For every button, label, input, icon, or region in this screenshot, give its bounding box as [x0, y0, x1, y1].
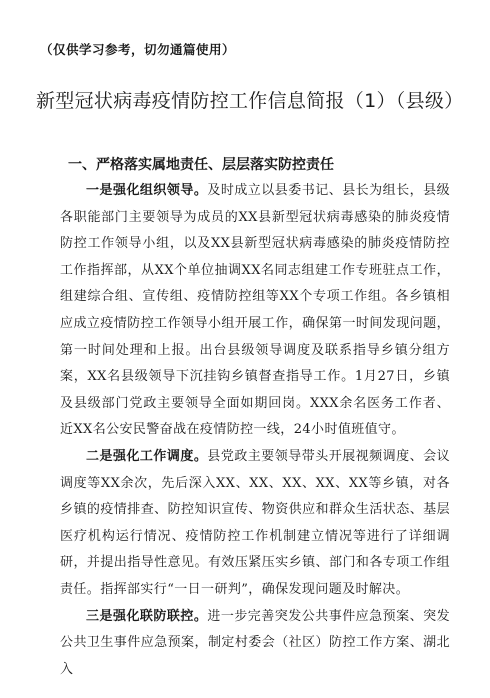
paragraph — [60, 604, 450, 684]
document-title: 新型冠状病毒疫情防控工作信息简报（1）（县级） — [36, 90, 464, 112]
paragraph-text: 县党政主要领导带头开展视频调度、会议调度等XX余次，先后深入XX、XX、XX、XX、XX等乡镇，对各乡镇的疫情排查、防控知识宣传、物资供应和群众生活状态、基层医疗机构运行情况、疫情防控工作机制建立情况等进行了详细调研，并提出指导性意见。有效压紧压实乡镇、部门和各专项工作组责任。指挥部实行“一日一研判”，确保发现问题及时解决。 — [60, 448, 450, 597]
paragraph-text: 进一步完善突发公共事件应急预案、突发公共卫生事件应急预案，制定村委会（社区）防控工作方案、湖北入 — [60, 608, 450, 677]
paragraph-text: 及时成立以县委书记、县长为组长，县级各职能部门主要领导为成员的XX县新型冠状病毒感染的肺炎疫情防控工作领导小组，以及XX县新型冠状病毒感染的肺炎疫情防控工作指挥部，从XX个单位抽调XX名同志组建工作专班驻点工作，组建综合组、宣传组、疫情防控组等XX个专项工作组。各乡镇相应成立疫情防控工作领导小组开展工作，确保第一时间发现问题，第一时间处理和上报。出台县级领导调度及联系指导乡镇分组方案，XX名县级领导下沉挂钩乡镇督查指导工作。1月27日，乡镇及县级部门党政主要领导全面如期回岗。XXX余名医务工作者、近XX名公安民警奋战在疫情防控一线，24小时值班值守。 — [60, 183, 450, 438]
section-heading: 一、严格落实属地责任、层层落实防控责任 — [68, 157, 334, 173]
body-text — [60, 178, 450, 683]
paragraph-lead: 一是强化组织领导。 — [86, 183, 208, 198]
paragraph — [60, 444, 450, 604]
paragraph-lead: 二是强化工作调度。 — [86, 448, 208, 464]
usage-note: （仅供学习参考，切勿通篇使用） — [40, 42, 236, 57]
paragraph — [60, 178, 450, 444]
paragraph-lead: 三是强化联防联控。 — [86, 608, 208, 624]
